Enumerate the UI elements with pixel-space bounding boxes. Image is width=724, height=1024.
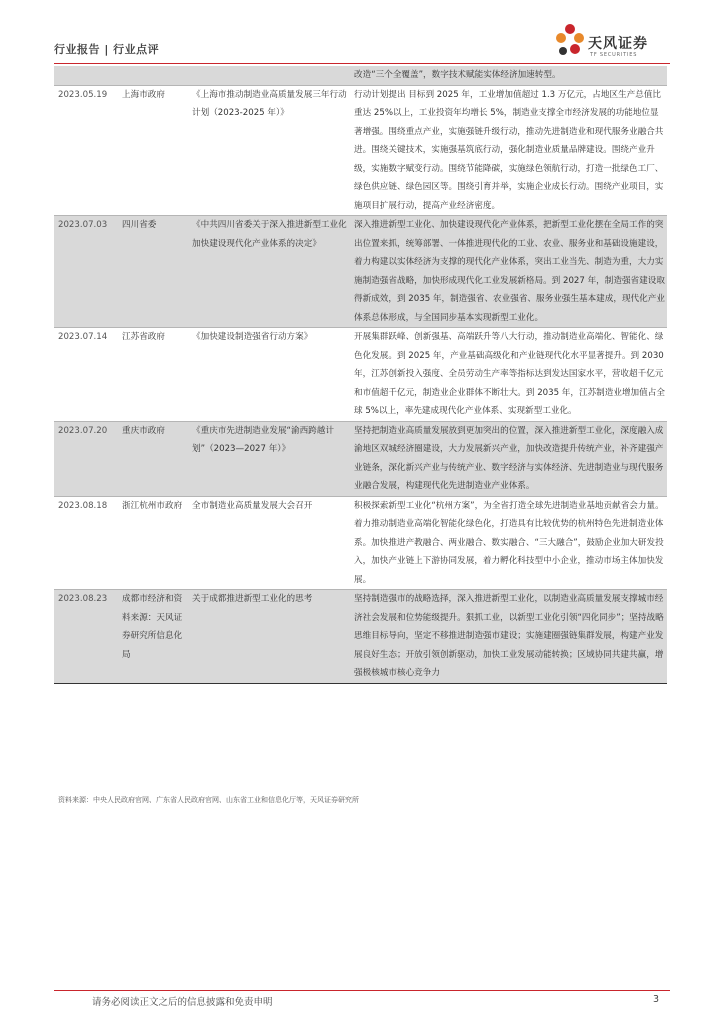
- table-cell-date: 2023.07.20: [54, 421, 119, 496]
- table-cell-content: 坚持把制造业高质量发展放到更加突出的位置，深入推进新型工业化，深度融入成渝地区双城经济圈建设，大力发展新兴产业，加快改造提升传统产业，补齐建强产业链条，深化新兴产业与传统产业、数字经济与实体经济、先进制造业与现代服务业融合发展，构建现代化先进制造业产业体系。: [352, 421, 667, 496]
- table-cell-date: 2023.08.18: [54, 496, 119, 590]
- table-cell-policy: 《上海市推动制造业高质量发展三年行动计划（2023-2025 年）》: [190, 85, 352, 216]
- footer-disclaimer: 请务必阅读正文之后的信息披露和免责申明: [92, 997, 273, 1008]
- table-cell-agency: 成都市经济和资料来源：天风证券研究所信息化局: [119, 590, 190, 684]
- table-cell-agency: 浙江杭州市政府: [119, 496, 190, 590]
- footer-rule: [54, 990, 670, 991]
- table-cell-content: 深入推进新型工业化、加快建设现代化产业体系，把新型工业化摆在全局工作的突出位置来抓，统筹部署、一体推进现代化的工业、农业、服务业和基础设施建设，着力构建以实体经济为支撑的现代化产业体系，突出工业当先、制造为重，大力实施制造强省战略，加快形成现代化工业发展新格局。到 2027 年，制造强省建设取得新成效，到 2035 年，制造强省、农业强省、服务业强生基本建成，现代化产业体系总体形成，与全国同步基本实现新型工业化。: [352, 216, 667, 328]
- report-category: 行业报告 | 行业点评: [54, 43, 160, 56]
- table-cell-date: 2023.08.23: [54, 590, 119, 684]
- table-cell-agency: 江苏省政府: [119, 328, 190, 422]
- page-header: [54, 0, 670, 64]
- table-cell-policy: 《中共四川省委关于深入推进新型工业化加快建设现代化产业体系的决定》: [190, 216, 352, 328]
- policy-table: [54, 66, 667, 684]
- table-row: [54, 216, 667, 328]
- table-row: [54, 590, 667, 684]
- page-number: 3: [653, 994, 660, 1005]
- table-cell-date: 2023.07.14: [54, 328, 119, 422]
- logo-subtitle: TF SECURITIES: [590, 52, 638, 58]
- logo-wordmark: 天风证券: [588, 36, 648, 52]
- tf-securities-logo: [550, 22, 670, 62]
- logo-flower-icon: [550, 22, 586, 62]
- table-cell-content: 坚持制造强市的战略选择，深入推进新型工业化，以制造业高质量发展支撑城市经济社会发展和位势能级提升。狠抓工业，以新型工业化引领“四化同步”；坚持战略思维目标导向，坚定不移推进制造强市建设；实施建圈强链集群发展，构建产业发展良好生态；开放引领创新驱动，加快工业发展动能转换；区域协同共建共赢，增强极核城市核心竞争力: [352, 590, 667, 684]
- source-note: 资料来源：中央人民政府官网、广东省人民政府官网、山东省工业和信息化厅等，天风证券研究所: [58, 796, 359, 804]
- table-cell-agency: 上海市政府: [119, 85, 190, 216]
- table-cell-content: 行动计划提出 目标到 2025 年，工业增加值超过 1.3 万亿元，占地区生产总值比重达 25%以上，工业投资年均增长 5%，制造业支撑全市经济发展的功能地位显著增强。围绕重点产业，实施强链升级行动，推动先进制造业和现代服务业融合共进。围绕关键技术，实施强基筑底行动，强化制造业质量品牌建设。围绕产业升级，实施数字赋变行动。围绕节能降碳，实施绿色领航行动，打造一批绿色工厂、绿色供应链、绿色园区等。围绕引育并举，实施企业成长行动。围绕产业项目，实施项目扩展行动，提高产业经济密度。: [352, 85, 667, 216]
- table-cell-date: 2023.05.19: [54, 85, 119, 216]
- table-cell-content: 开展集群跃峰、创新强基、高端跃升等八大行动，推动制造业高端化、智能化、绿色化发展。到 2025 年，产业基础高级化和产业链现代化水平显著提升。到 2030 年，江苏创新投入强度、全员劳动生产率等指标达到发达国家水平，营收超千亿元和市值超千亿元，制造业企业群体不断壮大。到 2035 年，江苏制造业增加值占全球 5%以上，率先建成现代化产业体系、实现新型工业化。: [352, 328, 667, 422]
- table-row: [54, 85, 667, 216]
- header-rule: [54, 63, 670, 64]
- table-cell-date: 2023.07.03: [54, 216, 119, 328]
- table-row-continued: [54, 66, 667, 85]
- table-cell-content: 积极探索新型工业化“杭州方案”，为全省打造全球先进制造业基地贡献省会力量。着力推动制造业高端化智能化绿色化，打造具有比较优势的杭州特色先进制造业体系。加快推进产教融合、两业融合、数实融合、“三大融合”，鼓励企业加大研发投入，加快产业链上下游协同发展，着力孵化科技型中小企业，推动市场主体加快发展。: [352, 496, 667, 590]
- table-row: [54, 328, 667, 422]
- table-cell-agency: 四川省委: [119, 216, 190, 328]
- table-row: [54, 496, 667, 590]
- table-cell-policy: 《重庆市先进制造业发展“渝西跨越计划”（2023—2027 年）》: [190, 421, 352, 496]
- table-cell-content: 改造“三个全覆盖”，数字技术赋能实体经济加速转型。: [352, 66, 667, 85]
- table-row: [54, 421, 667, 496]
- table-cell-policy: 全市制造业高质量发展大会召开: [190, 496, 352, 590]
- table-cell-policy: 关于成都推进新型工业化的思考: [190, 590, 352, 684]
- table-cell-policy: 《加快建设制造强省行动方案》: [190, 328, 352, 422]
- table-cell-agency: 重庆市政府: [119, 421, 190, 496]
